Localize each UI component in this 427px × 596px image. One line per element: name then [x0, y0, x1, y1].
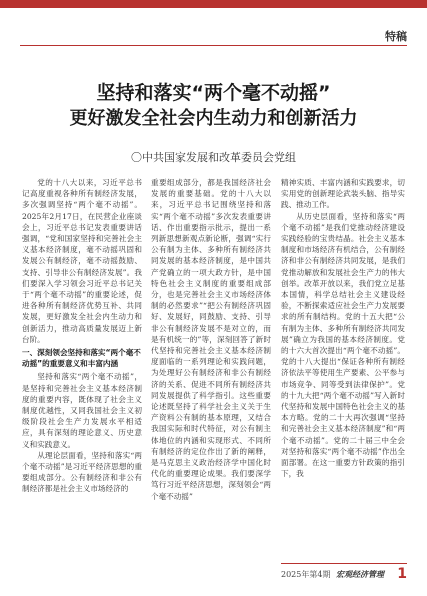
article-title-line2: 更好激发全社会内生动力和创新活力 — [69, 108, 358, 129]
paragraph: 坚持和落实“两个毫不动摇”，是坚持和完善社会主义基本经济制度的重要内容，既体现了社会主义制度优越性，又同我国社会主义初级阶段社会生产力发展水平相适应，具有深刻的理论意义、历史意义和实践意义。 — [22, 372, 142, 449]
journal-name: 宏观经济管理 — [336, 569, 384, 579]
paragraph: 重要组成部分，都是我国经济社会发展的重要基础。党的十八大以来，习近平总书记围绕坚持和落实“两个毫不动摇”多次发表重要讲话、作出重要指示批示，提出一系列新思想新观点新论断，强调“实行公有制为主体、多种所有制经济共同发展的基本经济制度，是中国共产党确立的一项大政方针，是中国特色社会主义制度的重要组成部分，也是完善社会主义市场经济体制的必然要求”“把公有制经济巩固好、发展好，同鼓励、支持、引导非公有制经济发展不是对立的，而是有机统一的”等，深刻回答了新时代坚持和完善社会主义基本经济制度面临的一系列理论和实践问题，为处理好公有制经济和非公有制经济的关系、促进不同所有制经济共同发展提供了科学指引。这些重要论述既坚持了科学社会主义关于生产资料公有制的基本原理，又结合我国实际和时代特征，对公有制主体地位的内涵和实现形式、不同所有制经济的定位作出了新的阐释，是马克思主义政治经济学中国化时代化的重要理论成果。我们要深学笃行习近平经济思想，深刻领会“两个毫不动摇” — [151, 178, 271, 501]
text-column-2 — [151, 177, 271, 557]
article-title-line1: 坚持和落实“两个毫不动摇” — [96, 82, 331, 104]
header-rule — [20, 45, 407, 46]
byline: 〇中共国家发展和改革委员会党组 — [131, 151, 296, 164]
paragraph: 从历史层面看，坚持和落实“两个毫不动摇”是我们党推动经济建设实践经验的宝贵结晶。社会主义基本制度和市场经济有机结合，公有制经济和非公有制经济共同发展，是我们党推动解放和发展社会生产力的伟大创举。改革开放以来，我们党立足基本国情，科学总结社会主义建设经验，不断探索适应社会生产力发展要求的所有制结构。党的十五大把“公有制为主体、多种所有制经济共同发展”确立为我国的基本经济制度。党的十六大首次提出“两个毫不动摇”。党的十八大提出“保证各种所有制经济依法平等使用生产要素、公平参与市场竞争、同等受到法律保护”。党的十九大把“两个毫不动摇”写入新时代坚持和发展中国特色社会主义的基本方略。党的二十大再次强调“坚持和完善社会主义基本经济制度”和“两个毫不动摇”。党的二十届三中全会对坚持和落实“两个毫不动摇”作出全面部署。在这一重要方针政策的指引下，我 — [281, 211, 405, 479]
text-column-3 — [281, 177, 405, 532]
section-label: 特稿 — [385, 30, 407, 43]
section-heading: 一、深刻领会坚持和落实“两个毫不动摇”的重要意义和丰富内涵 — [22, 348, 141, 369]
paragraph: 党的十八大以来，习近平总书记高度重视各种所有制经济发展，多次强调坚持“两个毫不动摇”。2025年2月17日，在民营企业座谈会上，习近平总书记发表重要讲话强调，“党和国家坚持和完善社会主义基本经济制度，毫不动摇巩固和发展公有制经济，毫不动摇鼓励、支持、引导非公有制经济发展”。我们要深入学习领会习近平总书记关于“两个毫不动摇”的重要论述，促进各种所有制经济优势互补、共同发展，更好激发全社会内生动力和创新活力，推动高质量发展迈上新台阶。 — [22, 178, 142, 344]
page-number: 1 — [397, 566, 407, 582]
paragraph: 精神实质、丰富内涵和实践要求，切实用党的创新理论武装头脑、指导实践、推动工作。 — [281, 178, 405, 210]
paragraph: 从理论层面看，坚持和落实“两个毫不动摇”是习近平经济思想的重要组成部分。公有制经济和非公有制经济都是社会主义市场经济的 — [22, 450, 142, 494]
issue-label: 2025年第4期 — [281, 570, 331, 579]
text-column-1 — [22, 177, 142, 557]
footer-rule — [281, 563, 407, 564]
footer-issue — [281, 569, 384, 580]
top-accent-bar — [0, 0, 427, 8]
